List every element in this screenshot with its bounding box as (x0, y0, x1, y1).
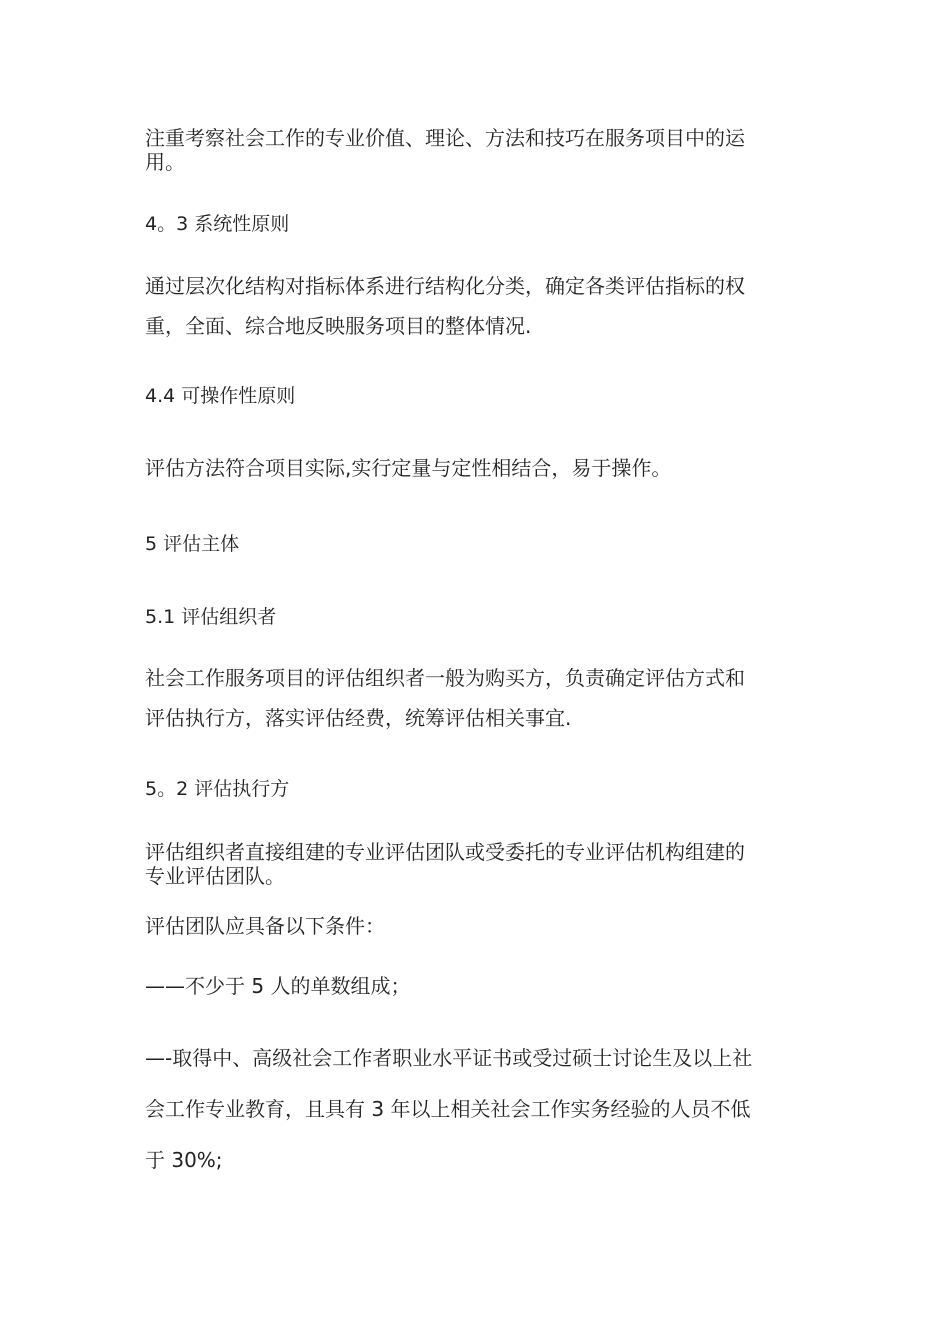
list-item: —-取得中、高级社会工作者职业水平证书或受过硕士讨论生及以上社 (145, 1046, 753, 1070)
paragraph-line: 评估组织者直接组建的专业评估团队或受委托的专业评估机构组建的 (145, 840, 745, 864)
section-heading: 5。2 评估执行方 (145, 778, 290, 800)
section-heading: 5.1 评估组织者 (145, 606, 277, 628)
list-item: ——不少于 5 人的单数组成； (145, 974, 411, 998)
section-heading: 4。3 系统性原则 (145, 213, 290, 235)
list-item-continuation: 会工作专业教育，且具有 3 年以上相关社会工作实务经验的人员不低 (145, 1097, 751, 1121)
paragraph-line: 重，全面、综合地反映服务项目的整体情况. (145, 314, 532, 338)
paragraph-line: 注重考察社会工作的专业价值、理论、方法和技巧在服务项目中的运 (145, 126, 745, 150)
paragraph-line: 评估团队应具备以下条件： (145, 914, 385, 938)
paragraph-line: 专业评估团队。 (145, 864, 285, 888)
paragraph-line: 通过层次化结构对指标体系进行结构化分类，确定各类评估指标的权 (145, 274, 745, 298)
paragraph-line: 评估执行方，落实评估经费，统筹评估相关事宜. (145, 706, 572, 730)
paragraph-line: 社会工作服务项目的评估组织者一般为购买方，负责确定评估方式和 (145, 666, 745, 690)
paragraph-line: 用。 (145, 150, 185, 174)
section-heading: 5 评估主体 (145, 533, 240, 555)
section-heading: 4.4 可操作性原则 (145, 385, 296, 407)
paragraph-line: 评估方法符合项目实际,实行定量与定性相结合，易于操作。 (145, 456, 672, 480)
list-item-continuation: 于 30%; (145, 1148, 223, 1172)
